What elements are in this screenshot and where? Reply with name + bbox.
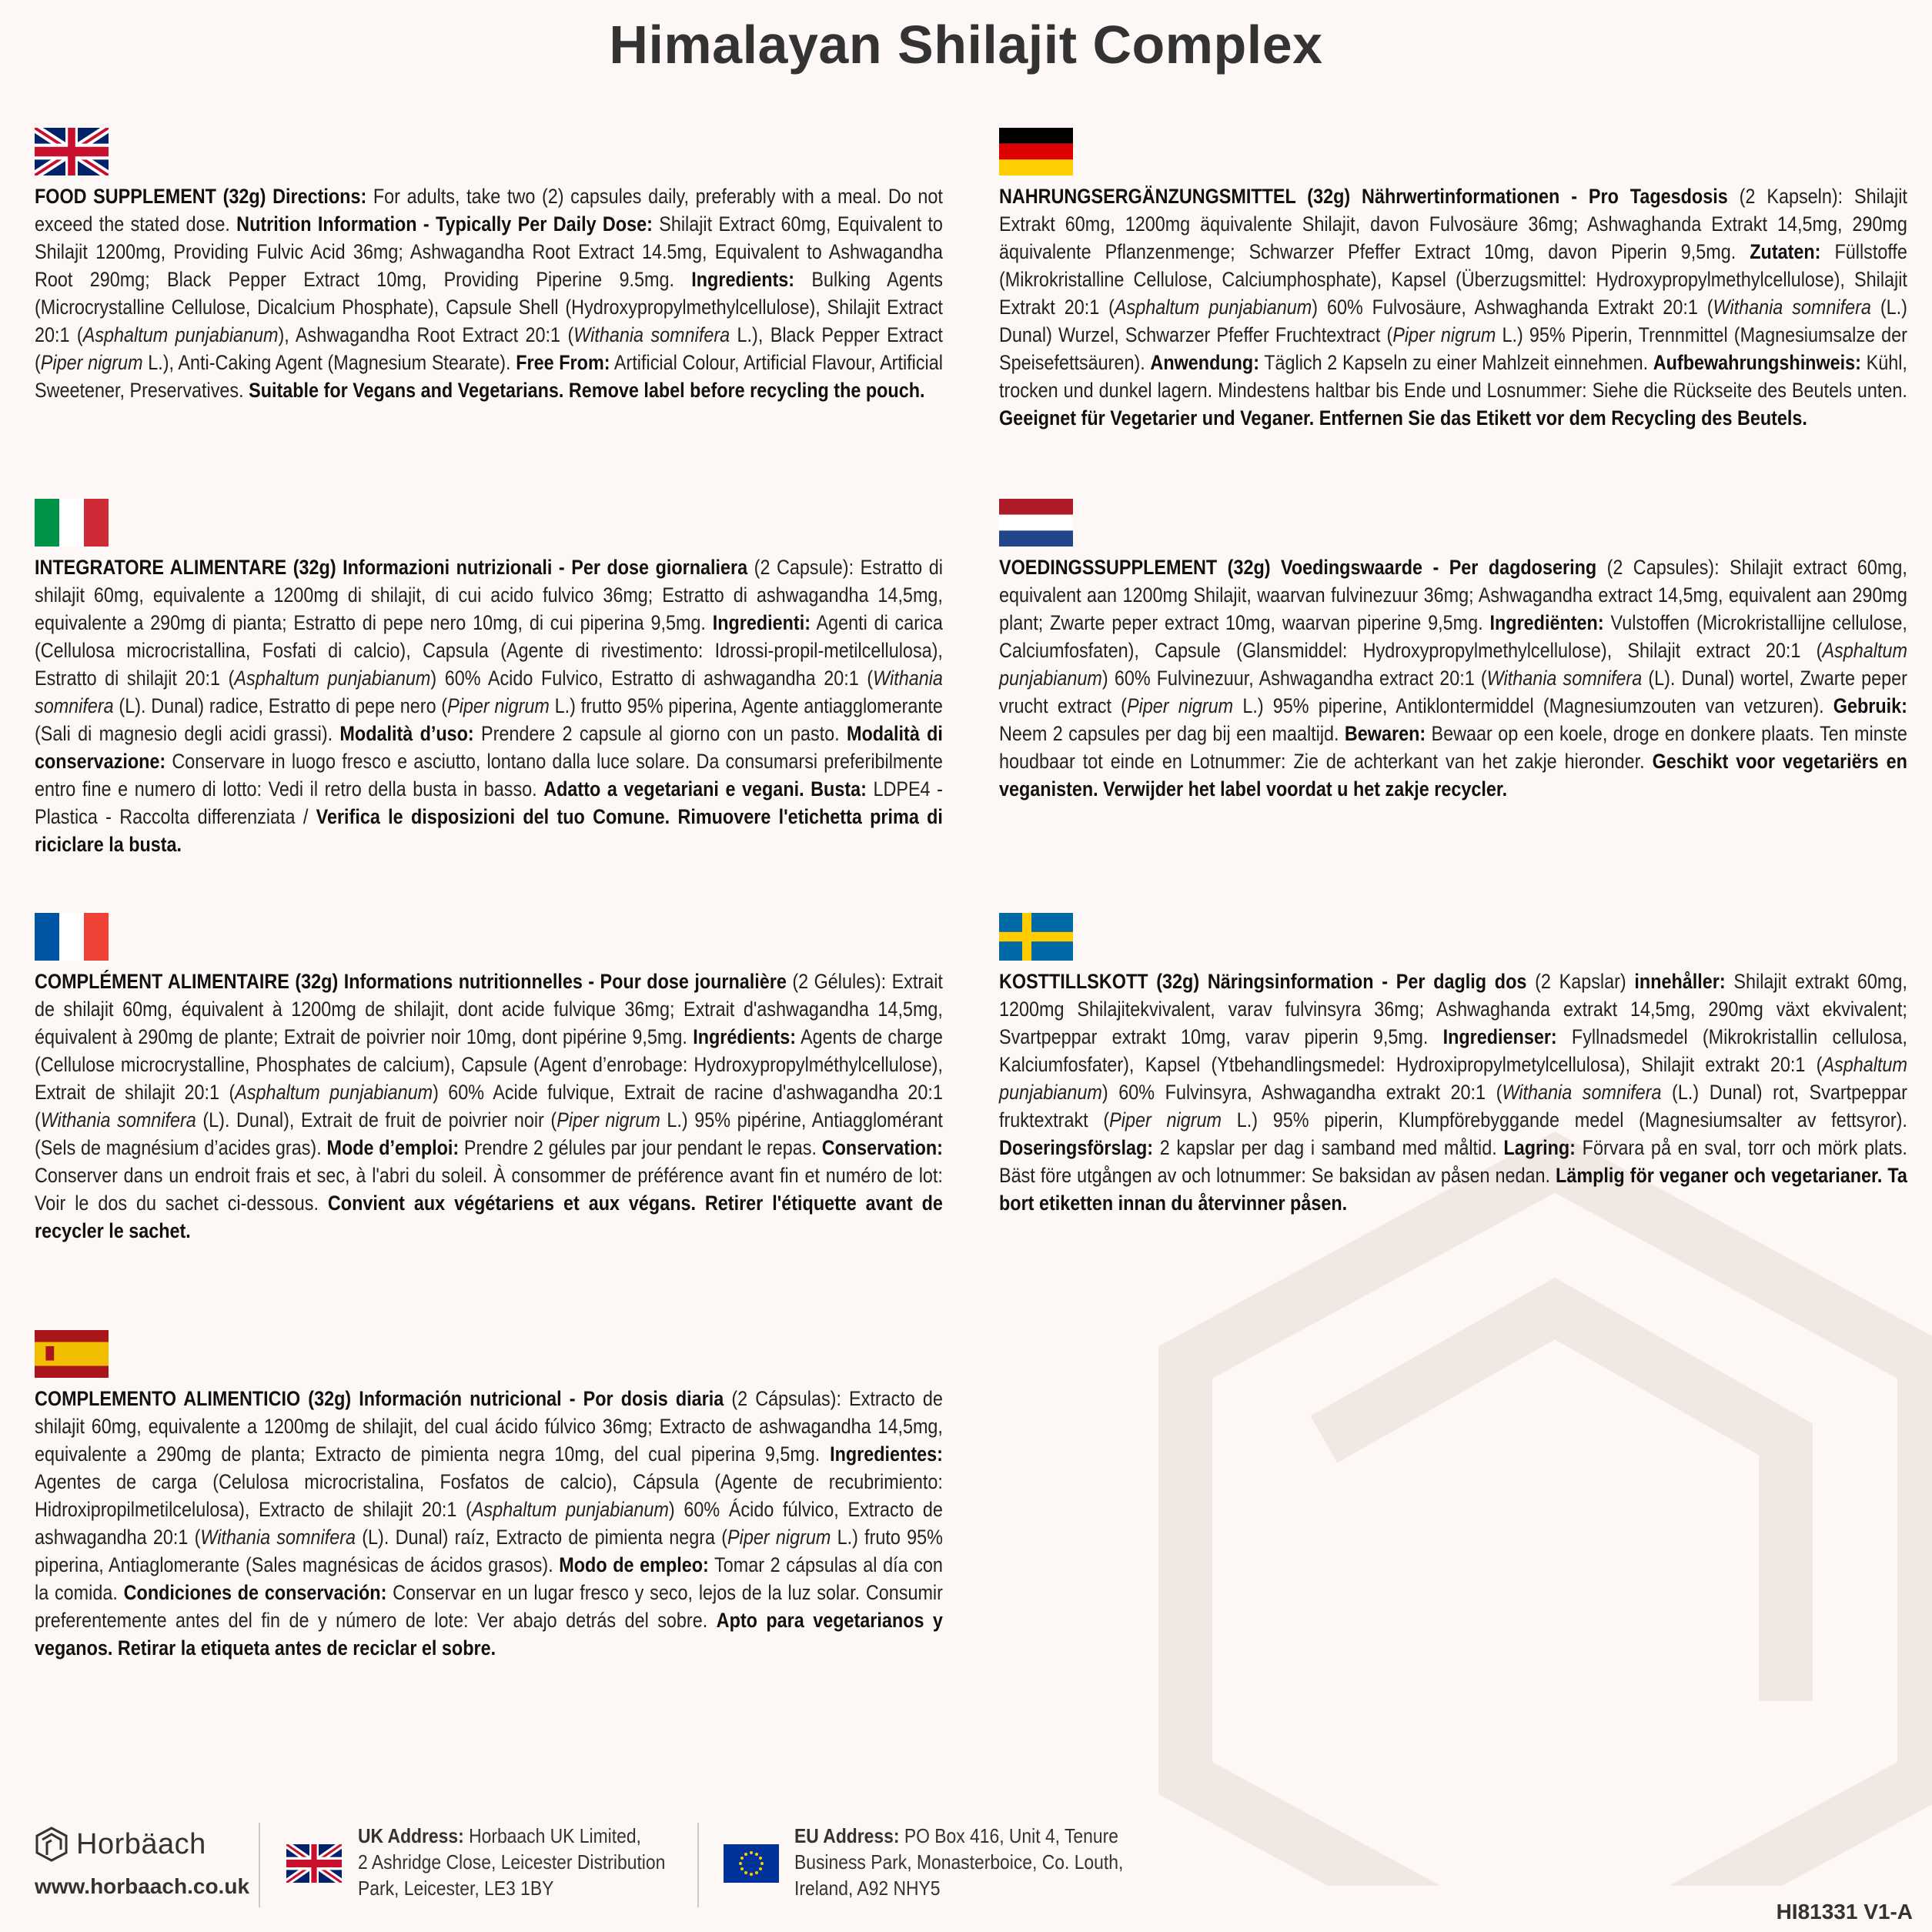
germany-flag-icon: [999, 128, 1073, 175]
dutch-text: VOEDINGSSUPPLEMENT (32g) Voedingswaarde - Per dagdosering (2 Capsules): Shilajit extract 60mg, equivalent aan 1200mg Shilajit, waarvan fulvinezuur 36mg; Ashwagandha extract 14,5mg, equivalent aan 290mg plant; Zwarte peper extract 10mg, waarvan piperine 9,5mg. Ingrediënten: Vulstoffen (Microkristallijne cellulose, Calciumfosfaten), Capsule (Glansmiddel: Hydroxypropylmethylcellulose), Shilajit extract 20:1 (Asphaltum punjabianum) 60% Fulvinezuur, Ashwagandha extract 20:1 (Withania somnifera (L). Dunal) wortel, Zwarte peper vrucht extract (Piper nigrum L.) 95% piperine, Antiklontermiddel (Magnesiumzouten van vetzuren). Gebruik: Neem 2 capsules per dag bij een maaltijd. Bewaren: Bewaar op een koele, droge en donkere plaats. Ten minste houdbaar tot einde en Lotnummer: Zie de achterkant van het zakje hieronder. Geschikt voor vegetariërs en veganisten. Verwijder het label voordat u het zakje recycler.: [999, 555, 1907, 801]
german-text: NAHRUNGSERGÄNZUNGSMITTEL (32g) Nährwertinformationen - Pro Tagesdosis (2 Kapseln): Shilajit Extrakt 60mg, 1200mg äquivalente Shilajit, davon Fulvosäure 36mg; Ashwaghanda Extrakt 14,5mg, 290mg äquivalente Pflanzenmenge; Schwarzer Pfeffer Extract 10mg, davon Piperin 9,5mg. Zutaten: Füllstoffe (Mikrokristalline Cellulose, Calciumphosphate), Kapsel (Überzugsmittel: Hydroxypropylmethylcellulose), Shilajit Extrakt 20:1 (Asphaltum punjabianum) 60% Fulvosäure, Ashwaghanda Extrakt 20:1 (Withania somnifera (L.) Dunal) Wurzel, Schwarzer Pfeffer Fruchtextract (Piper nigrum L.) 95% Piperin, Trennmittel (Magnesiumsalze der Speisefettsäuren). Anwendung: Täglich 2 Kapseln zu einer Mahlzeit einnehmen. Aufbewahrungshinweis: Kühl, trocken und dunkel lagern. Mindestens haltbar bis Ende und Losnummer: Siehe die Rückseite des Beutels unten. Geeignet für Vegetarier und Veganer. Entfernen Sie das Etikett vor dem Recycling des Beutels.: [999, 184, 1907, 430]
section-dutch: [999, 499, 1907, 803]
eu-address: EU Address: PO Box 416, Unit 4, Tenure Business Park, Monasterboice, Co. Louth, Ireland, A92 NHY5: [794, 1824, 1124, 1900]
section-french: [35, 913, 943, 1245]
french-text: COMPLÉMENT ALIMENTAIRE (32g) Informations nutritionnelles - Pour dose journalière (2 Gélules): Extrait de shilajit 60mg, équivalent à 1200mg de shilajit, dont acide fulvique 36mg; Extrait d'ashwagandha 14,5mg, équivalent à 290mg de plante; Extrait de poivrier noir 10mg, dont pipérine 9,5mg. Ingrédients: Agents de charge (Cellulose microcrystalline, Phosphates de calcium), Capsule (Agent d’enrobage: Hydroxypropylméthylcellulose), Extrait de shilajit 20:1 (Asphaltum punjabianum) 60% Acide fulvique, Extrait de racine d'ashwagandha 20:1 (Withania somnifera (L). Dunal), Extrait de fruit de poivrier noir (Piper nigrum L.) 95% pipérine, Antiagglomérant (Sels de magnésium d’acides gras). Mode d’emploi: Prendre 2 gélules par jour pendant le repas. Conservation: Conserver dans un endroit frais et sec, à l'abri du soleil. À consommer de préférence avant fin et numéro de lot: Voir le dos du sachet ci-dessous. Convient aux végétariens et aux végans. Retirer l'étiquette avant de recycler le sachet.: [35, 969, 943, 1242]
uk-flag-icon: [35, 128, 109, 175]
brand-logo: [35, 1826, 206, 1863]
france-flag-icon: [35, 913, 109, 961]
spanish-text: COMPLEMENTO ALIMENTICIO (32g) Información nutricional - Por dosis diaria (2 Cápsulas): Extracto de shilajit 60mg, equivalente a 1200mg de shilajit, del cual ácido fúlvico 36mg; Extracto de ashwagandha 14,5mg, equivalente a 290mg de planta; Extracto de pimienta negra 10mg, del cual piperina 9,5mg. Ingredientes: Agentes de carga (Celulosa microcristalina, Fosfatos de calcio), Cápsula (Agente de recubrimiento: Hidroxipropilmetilcelulosa), Extracto de shilajit 20:1 (Asphaltum punjabianum) 60% Ácido fúlvico, Extracto de ashwagandha 20:1 (Withania somnifera (L). Dunal) raíz, Extracto de pimienta negra (Piper nigrum L.) fruto 95% piperina, Antiaglomerante (Sales magnésicas de ácidos grasos). Modo de empleo: Tomar 2 cápsulas al día con la comida. Condiciones de conservación: Conservar en un lugar fresco y seco, lejos de la luz solar. Consumir preferentemente antes del fin de y número de lote: Ver abajo detrás del sobre. Apto para vegetarianos y veganos. Retirar la etiqueta antes de reciclar el sobre.: [35, 1386, 943, 1660]
netherlands-flag-icon: [999, 499, 1073, 547]
section-english: [35, 128, 943, 404]
hexagon-logo-icon: [35, 1826, 69, 1863]
section-german: [999, 128, 1907, 432]
divider: [259, 1823, 260, 1907]
website-link[interactable]: www.horbaach.co.uk: [35, 1874, 250, 1898]
section-spanish: [35, 1330, 943, 1662]
uk-flag-icon: [286, 1844, 342, 1883]
section-swedish: [999, 913, 1907, 1217]
swedish-text: KOSTTILLSKOTT (32g) Näringsinformation - Per daglig dos (2 Kapslar) innehåller: Shilajit extrakt 60mg, 1200mg Shilajitekvivalent, varav fulvinsyra 36mg; Ashwaghanda extrakt 14,5mg, 290mg växt ekvivalent; Svartpeppar extrakt 10mg, varav piperin 9,5mg. Ingredienser: Fyllnadsmedel (Mikrokristallin cellulosa, Kalciumfosfater), Kapsel (Ytbehandlingsmedel: Hydroxipropylmetylcellulosa), Shilajit extrakt 20:1 (Asphaltum punjabianum) 60% Fulvinsyra, Ashwagandha extrakt 20:1 (Withania somnifera (L.) Dunal) rot, Svartpeppar fruktextrakt (Piper nigrum L.) 95% piperin, Klumpförebyggande medel (Magnesiumsalter av fettsyror). Doseringsförslag: 2 kapslar per dag i samband med måltid. Lagring: Förvara på en sval, torr och mörk plats. Bäst före utgången av och lotnummer: Se baksidan av påsen nedan. Lämplig för veganer och vegetarianer. Ta bort etiketten innan du återvinner påsen.: [999, 969, 1907, 1215]
english-text: FOOD SUPPLEMENT (32g) Directions: For adults, take two (2) capsules daily, preferably with a meal. Do not exceed the stated dose. Nutrition Information - Typically Per Daily Dose: Shilajit Extract 60mg, Equivalent to Shilajit 1200mg, Providing Fulvic Acid 36mg; Ashwagandha Root Extract 14.5mg, Equivalent to Ashwagandha Root 290mg; Black Pepper Extract 10mg, Providing Piperine 9.5mg. Ingredients: Bulking Agents (Microcrystalline Cellulose, Dicalcium Phosphate), Capsule Shell (Hydroxypropylmethylcellulose), Shilajit Extract 20:1 (Asphaltum punjabianum), Ashwagandha Root Extract 20:1 (Withania somnifera L.), Black Pepper Extract (Piper nigrum L.), Anti-Caking Agent (Magnesium Stearate). Free From: Artificial Colour, Artificial Flavour, Artificial Sweetener, Preservatives. Suitable for Vegans and Vegetarians. Remove label before recycling the pouch.: [35, 184, 943, 402]
sweden-flag-icon: [999, 913, 1073, 961]
uk-address: UK Address: Horbaach UK Limited, 2 Ashridge Close, Leicester Distribution Park, Leicester, LE3 1BY: [358, 1824, 666, 1900]
page-title: Himalayan Shilajit Complex: [609, 15, 1323, 75]
footer: [0, 1817, 1932, 1932]
divider: [697, 1823, 699, 1907]
product-code: HI81331 V1-A: [1776, 1900, 1913, 1924]
spain-flag-icon: [35, 1330, 109, 1378]
brand-name: Horbäach: [76, 1827, 206, 1860]
italy-flag-icon: [35, 499, 109, 547]
section-italian: [35, 499, 943, 858]
hexagon-watermark-icon: [1124, 1116, 1932, 1886]
italian-text: INTEGRATORE ALIMENTARE (32g) Informazioni nutrizionali - Per dose giornaliera (2 Capsule): Estratto di shilajit 60mg, equivalente a 1200mg di shilajit, di cui acido fulvico 36mg; Estratto di ashwagandha 14,5mg, equivalente a 290mg di pianta; Estratto di pepe nero 10mg, di cui piperina 9,5mg. Ingredienti: Agenti di carica (Cellulosa microcristallina, Fosfati di calcio), Capsula (Agente di rivestimento: Idrossi-propil-metilcellulosa), Estratto di shilajit 20:1 (Asphaltum punjabianum) 60% Acido Fulvico, Estratto di ashwagandha 20:1 (Withania somnifera (L). Dunal) radice, Estratto di pepe nero (Piper nigrum L.) frutto 95% piperina, Agente antiagglomerante (Sali di magnesio degli acidi grassi). Modalità d’uso: Prendere 2 capsule al giorno con un pasto. Modalità di conservazione: Conservare in luogo fresco e asciutto, lontano dalla luce solare. Da consumarsi preferibilmente entro fine e numero di lotto: Vedi il retro della busta in basso. Adatto a vegetariani e vegani. Busta: LDPE4 - Plastica - Raccolta differenziata / Verifica le disposizioni del tuo Comune. Rimuovere l'etichetta prima di riciclare la busta.: [35, 555, 943, 856]
eu-flag-icon: [724, 1844, 779, 1883]
